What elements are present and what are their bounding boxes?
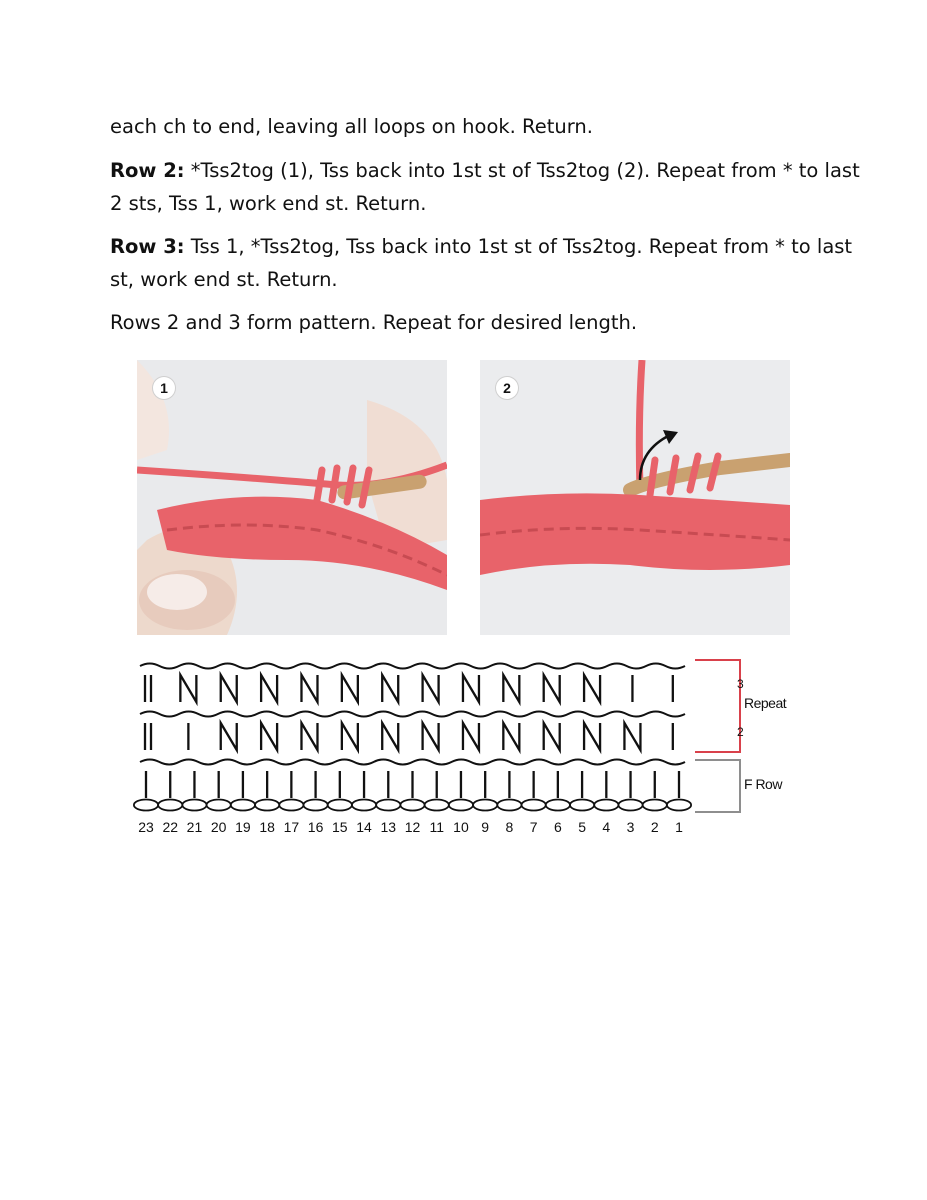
row-2-stitch: [463, 723, 479, 750]
crochet-photo-1: [137, 360, 447, 635]
chain-stitch: [279, 800, 303, 811]
stitch-number: 16: [307, 819, 324, 835]
stitch-number: 8: [505, 819, 514, 835]
foundation-row-label: F Row: [744, 776, 782, 792]
chain-stitch: [182, 800, 206, 811]
row-2-number: 2: [737, 725, 744, 739]
stitch-number: 1: [675, 819, 683, 835]
row-3-stitch: [463, 675, 479, 702]
instruction-text-4: Rows 2 and 3 form pattern. Repeat for desired length.: [110, 311, 638, 334]
stitch-number: 18: [259, 819, 275, 835]
row-2-stitch: [382, 723, 398, 750]
row-2-stitch: [145, 723, 151, 750]
row-3-stitch: [221, 675, 237, 702]
chain-stitch: [231, 800, 255, 811]
row-3-stitch: [544, 675, 560, 702]
chain-stitch: [618, 800, 642, 811]
stitch-number: 14: [356, 819, 372, 835]
chain-stitch: [328, 800, 352, 811]
stitch-number: 10: [453, 819, 469, 835]
stitch-number: 13: [380, 819, 397, 835]
stitch-number: 11: [429, 819, 445, 835]
row-2-label: Row 2:: [110, 159, 185, 182]
row-3-stitch: [503, 675, 519, 702]
stitch-number: 19: [235, 819, 251, 835]
row-3-label: Row 3:: [110, 235, 185, 258]
row-2-stitch: [503, 723, 519, 750]
foundation-bracket: [695, 760, 740, 812]
row-3-stitch: [423, 675, 439, 702]
row-2-text: *Tss2tog (1), Tss back into 1st st of Tss2tog (2). Repeat from * to last 2 sts, Tss 1, work end st. Return.: [110, 159, 860, 215]
row-3-stitch: [180, 675, 196, 702]
row-3-text: Tss 1, *Tss2tog, Tss back into 1st st of Tss2tog. Repeat from * to last st, work end st. Return.: [110, 235, 853, 291]
stitch-number: 5: [578, 819, 586, 835]
row-2-stitch: [584, 723, 600, 750]
row-3-stitch: [584, 675, 600, 702]
chain-stitch: [352, 800, 376, 811]
chain-stitch: [522, 800, 546, 811]
row-3-stitch: [301, 675, 317, 702]
stitch-number: 2: [650, 819, 659, 835]
crochet-photo-1-illustration: [137, 360, 447, 635]
stitch-numbers: [138, 819, 683, 835]
crochet-photo-2: [480, 360, 790, 635]
chain-stitch: [546, 800, 570, 811]
chain-stitch: [158, 800, 182, 811]
stitch-number: 9: [481, 819, 490, 835]
foundation-return-line: [140, 760, 685, 765]
chain-stitch: [473, 800, 497, 811]
chart-marks: [134, 660, 740, 812]
row-2-stitch: [624, 723, 640, 750]
chain-stitch: [303, 800, 327, 811]
chain-stitch: [667, 800, 691, 811]
stitch-number: 22: [162, 819, 179, 835]
chain-stitch: [449, 800, 473, 811]
row-2-stitch: [423, 723, 439, 750]
chain-stitch: [376, 800, 400, 811]
photo-1-number: 1: [153, 377, 175, 399]
row-2-stitch: [221, 723, 237, 750]
row-3-number: 3: [737, 677, 744, 691]
row-3-stitch: [261, 675, 277, 702]
photo-2-number: 2: [496, 377, 518, 399]
chain-stitch: [400, 800, 424, 811]
chain-stitch: [207, 800, 231, 811]
stitch-number: 17: [283, 819, 300, 835]
stitch-number: 20: [210, 819, 227, 835]
stitch-number: 3: [626, 819, 635, 835]
stitch-number: 21: [186, 819, 203, 835]
chain-stitch: [570, 800, 594, 811]
instruction-row-3: [110, 230, 870, 296]
row-3-stitch: [145, 675, 151, 702]
repeat-label: Repeat: [744, 695, 787, 711]
row-2-stitch: [261, 723, 277, 750]
chain-stitch: [643, 800, 667, 811]
stitch-number: 7: [529, 819, 538, 835]
row-2-return-line: [140, 712, 685, 717]
stitch-number: 4: [602, 819, 611, 835]
instruction-row-2: [110, 154, 870, 220]
row-2-stitch: [342, 723, 358, 750]
stitch-number: 6: [553, 819, 562, 835]
chain-stitch: [425, 800, 449, 811]
row-3-stitch: [382, 675, 398, 702]
chain-stitch: [497, 800, 521, 811]
stitch-number: 15: [332, 819, 348, 835]
row-3-stitch: [342, 675, 358, 702]
stitch-chart: [130, 650, 810, 840]
row-2-stitch: [544, 723, 560, 750]
row-2-stitch: [301, 723, 317, 750]
row-3-return-line: [140, 664, 685, 669]
stitch-number: 12: [404, 819, 421, 835]
chain-stitch: [255, 800, 279, 811]
stitch-number: 23: [138, 819, 154, 835]
repeat-bracket: [695, 660, 740, 752]
instruction-text-1: each ch to end, leaving all loops on hook. Return.: [110, 115, 593, 138]
chain-stitch: [594, 800, 618, 811]
crochet-photo-2-illustration: [480, 360, 790, 635]
chain-stitch: [134, 800, 158, 811]
